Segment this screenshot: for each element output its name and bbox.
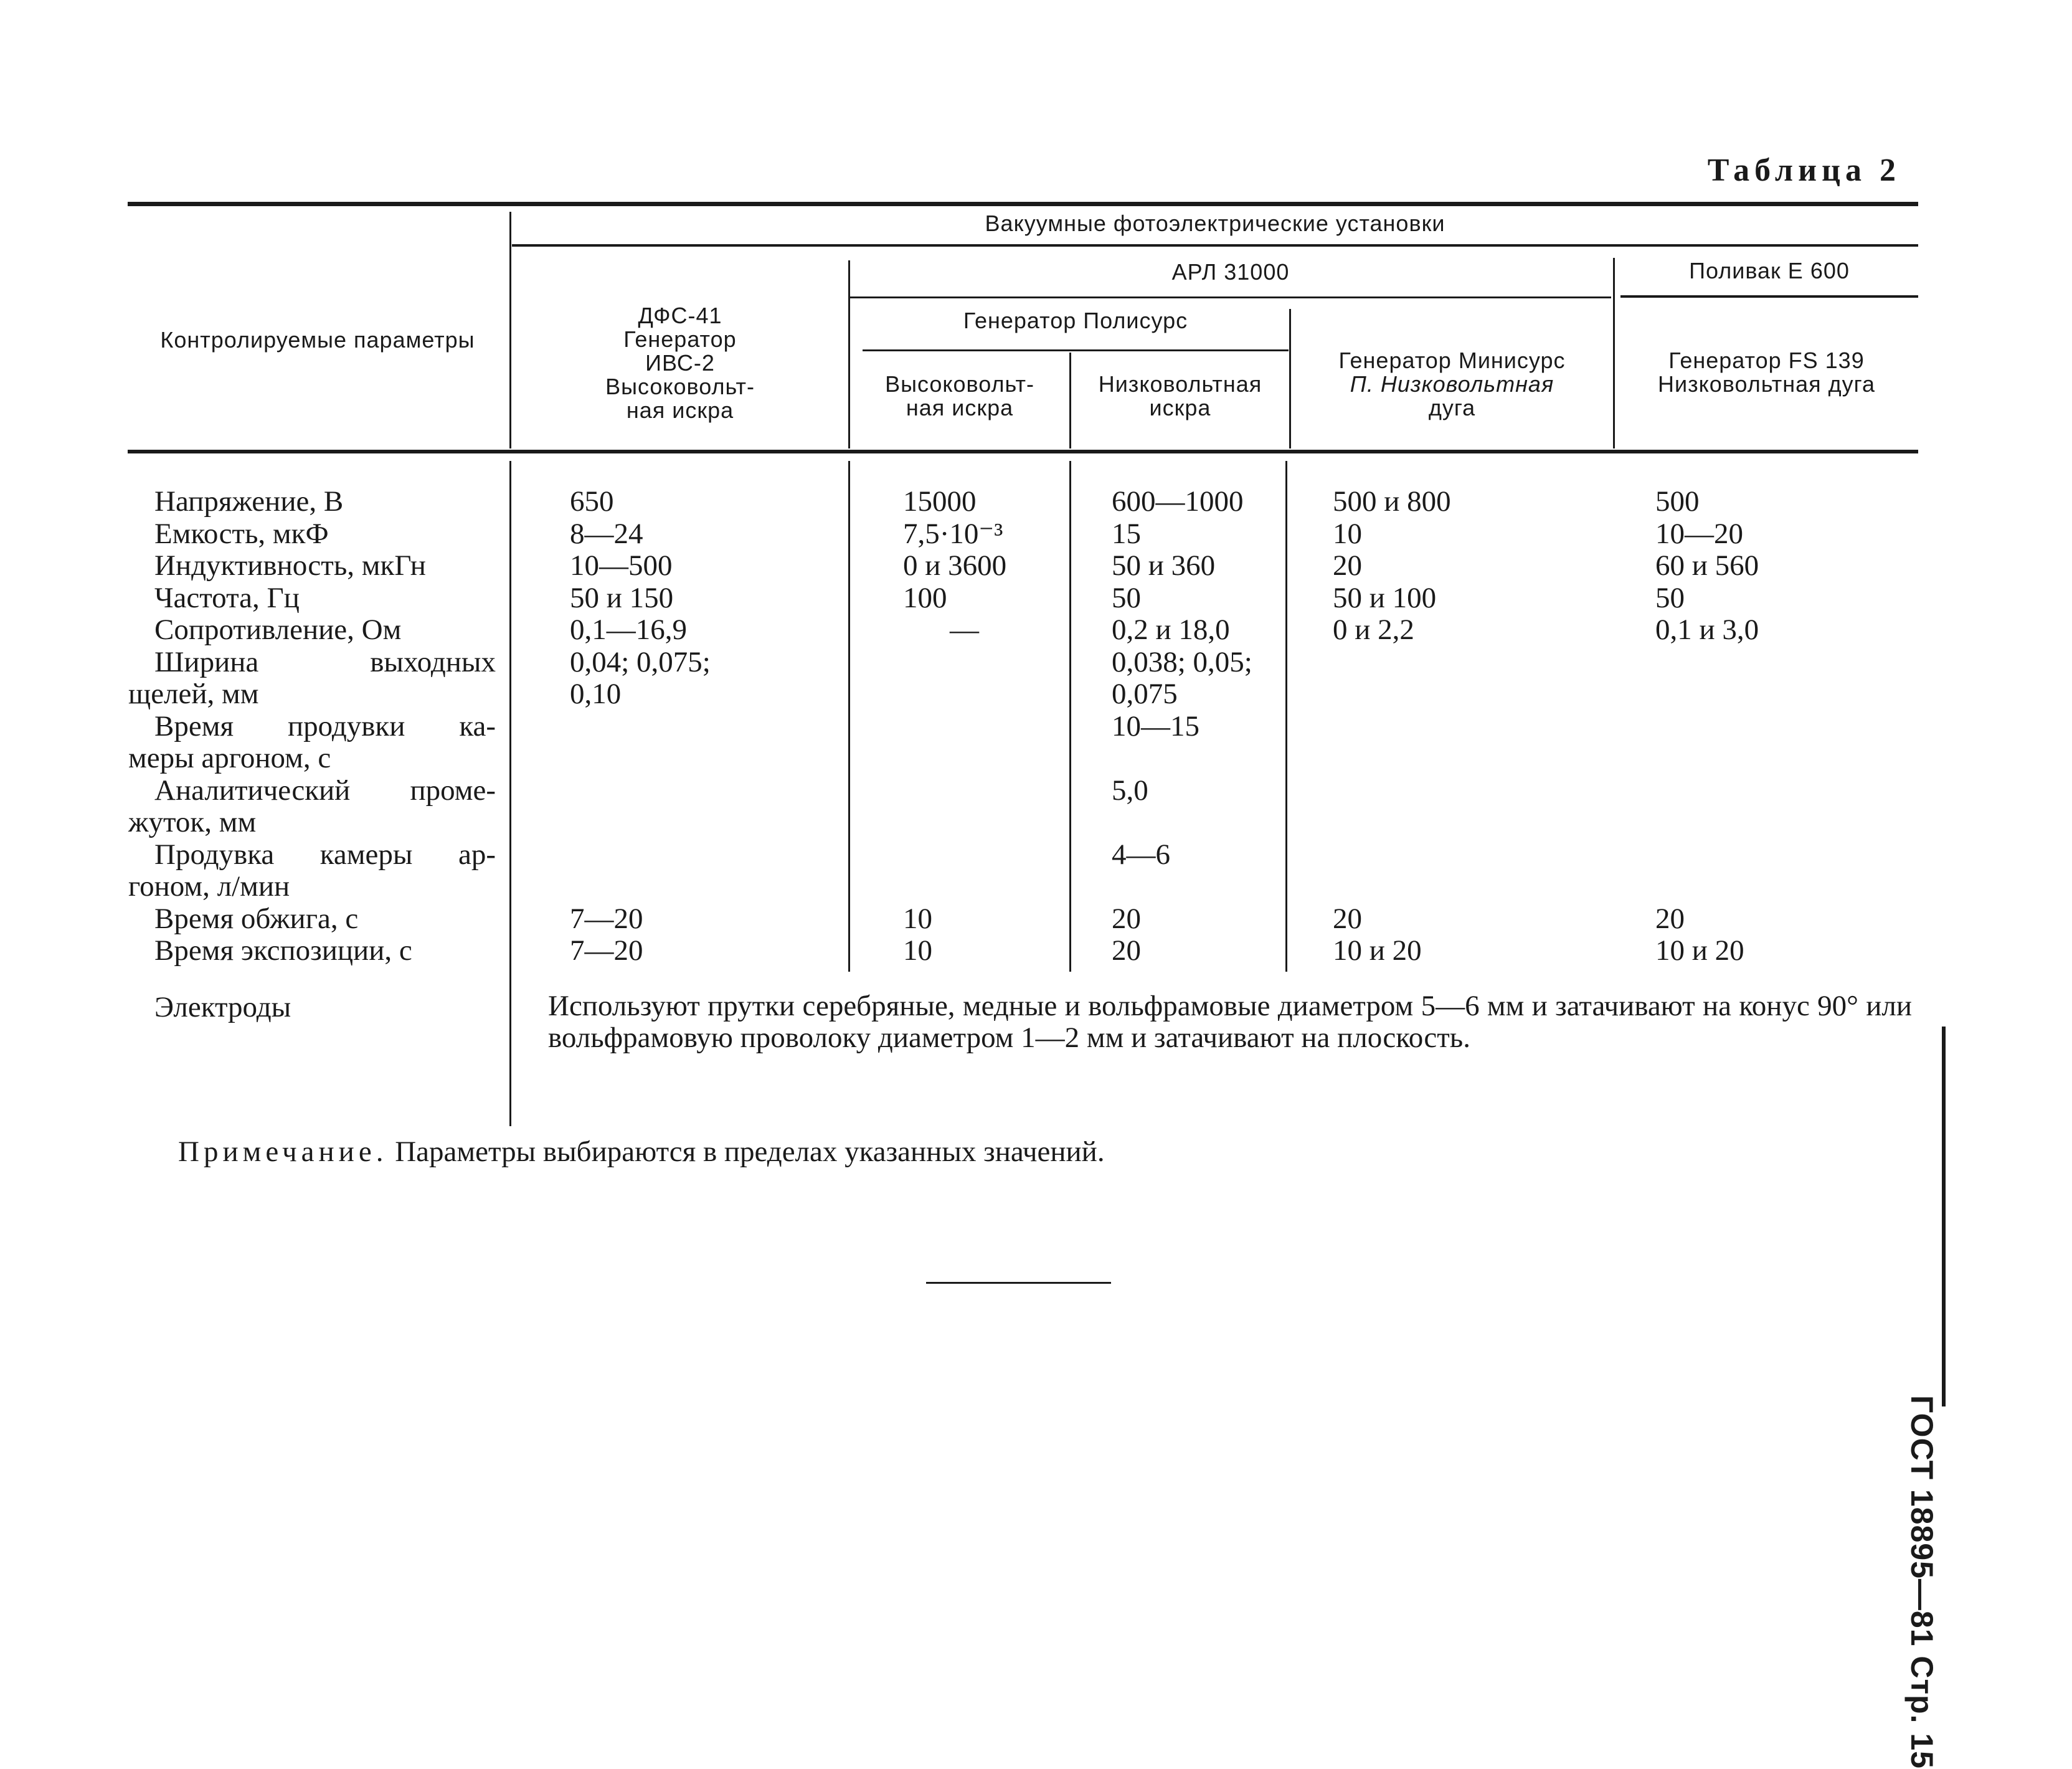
table-cell: 500 (1655, 485, 1700, 518)
param-inductance (154, 550, 496, 582)
table-cell: 50 и 150 (570, 581, 674, 614)
table-cell: 650 (570, 485, 614, 518)
header-vrule-params (509, 212, 511, 448)
table-cell: 7—20 (570, 934, 643, 967)
header-minisurs-line: П. Низковольтная (1350, 371, 1554, 397)
table-cell (1333, 678, 1451, 711)
table-cell: 50 (1112, 581, 1141, 614)
param-line: меры аргоном, с (128, 742, 331, 774)
param-purge-time (128, 709, 496, 775)
body-vrule-dfs (848, 461, 850, 972)
param-line: Время обжига, с (154, 902, 359, 935)
table-cell: 15000 (903, 485, 977, 518)
table-cell: 0,1—16,9 (570, 614, 687, 646)
table-cell (570, 871, 711, 903)
table-cell: 0 и 3600 (903, 549, 1007, 582)
table-cell: 8—24 (570, 517, 643, 550)
table-cell (1333, 711, 1451, 743)
polivak-group-rule (1620, 295, 1918, 298)
table-cell (1333, 839, 1451, 871)
header-arl-high-line: ная искра (906, 395, 1014, 420)
table-cell: 50 (1655, 581, 1685, 614)
table-cell (1655, 647, 1759, 679)
column-fs139-values (1655, 486, 1759, 967)
table-cell (1655, 871, 1759, 903)
column-arl-high-values (903, 486, 1006, 967)
table-cell: 0,075 (1112, 678, 1178, 710)
header-arl-low-column (1071, 372, 1289, 420)
table-cell: 10—15 (1112, 709, 1199, 742)
table-cell (903, 678, 1006, 711)
param-line: Сопротивление, Ом (154, 614, 402, 646)
table-cell (570, 711, 711, 743)
param-line: щелей, мм (128, 678, 259, 710)
table-cell: 15 (1112, 517, 1141, 550)
param-exposure-time (154, 935, 496, 967)
table-cell (1655, 678, 1759, 711)
table-cell: 20 (1112, 902, 1141, 935)
table-cell (1655, 711, 1759, 743)
header-minisurs-column (1291, 349, 1613, 420)
table-cell (903, 711, 1006, 743)
header-polisurs-group: Генератор Полисурс (963, 308, 1188, 333)
header-fs139-column (1615, 349, 1918, 396)
vacuum-group-rule (512, 244, 1918, 247)
table-cell: 0,2 и 18,0 (1112, 614, 1230, 646)
table-title: Таблица 2 (1707, 153, 1901, 188)
table-cell (903, 839, 1006, 871)
param-analytical-gap (128, 774, 496, 839)
table-cell: 10 и 20 (1655, 934, 1744, 967)
table-cell (1655, 775, 1759, 807)
param-line: Напряжение, В (154, 485, 344, 518)
table-cell: 10—500 (570, 549, 673, 582)
body-vrule-arl-high (1069, 461, 1071, 972)
table-top-rule (128, 202, 1918, 206)
header-dfs-line: ИВС-2 (645, 350, 715, 376)
table-cell (570, 807, 711, 839)
param-line: Время продувки ка- (154, 709, 496, 742)
table-cell: 100 (903, 581, 947, 614)
header-arl-low-line: Низковольтная (1098, 371, 1262, 397)
param-line: Частота, Гц (154, 581, 300, 614)
table-cell: 0,04; 0,075; (570, 645, 711, 678)
electrodes-text: Используют прутки серебряные, медные и вольфрамовые диаметром 5—6 мм и затачивают на конус 90° или вольфрамовую проволоку диаметром 1—2 мм и затачивают на плоскость. (548, 990, 1912, 1054)
column-dfs-values (570, 486, 711, 967)
table-cell: 50 и 100 (1333, 581, 1437, 614)
param-frequency (154, 582, 496, 615)
table-cell (1655, 807, 1759, 839)
param-line: жуток, мм (128, 806, 257, 838)
table-cell: 600—1000 (1112, 485, 1244, 518)
table-cell: 50 и 360 (1112, 549, 1216, 582)
table-cell (1333, 807, 1451, 839)
table-cell (1333, 647, 1451, 679)
header-vrule-dfs (848, 260, 850, 448)
header-params-column: Контролируемые параметры (160, 327, 475, 353)
header-arl-low-line: искра (1149, 395, 1211, 420)
header-arl-group: АРЛ 31000 (1171, 259, 1290, 285)
arl-group-rule (850, 296, 1611, 298)
table-cell: 20 (1333, 902, 1362, 935)
table-cell: 10 (1333, 517, 1362, 550)
table-cell: 0 и 2,2 (1333, 614, 1414, 646)
table-cell: 5,0 (1112, 774, 1148, 807)
header-dfs-line: Генератор (623, 326, 737, 352)
table-cell (1655, 839, 1759, 871)
body-vrule-arl-low (1285, 461, 1287, 972)
table-cell: 20 (1112, 934, 1141, 967)
table-cell: 20 (1655, 902, 1685, 935)
table-cell: 60 и 560 (1655, 549, 1759, 582)
table-cell: 0,1 и 3,0 (1655, 614, 1759, 646)
table-cell (903, 807, 1006, 839)
table-cell: 500 и 800 (1333, 485, 1451, 518)
header-minisurs-line: Генератор Минисурс (1338, 348, 1566, 373)
table-cell: 10—20 (1655, 517, 1743, 550)
param-resistance (154, 614, 496, 647)
param-capacitance (154, 518, 496, 551)
table-cell (1112, 742, 1252, 775)
table-cell (570, 839, 711, 871)
note-text: Параметры выбираются в пределах указанных значений. (395, 1136, 1105, 1168)
body-vrule-params (509, 461, 511, 1126)
param-line: Индуктивность, мкГн (154, 549, 426, 582)
table-cell (1112, 871, 1252, 903)
param-argon-purge (128, 838, 496, 903)
header-dfs-line: ная искра (626, 397, 734, 423)
table-cell (570, 742, 711, 775)
table-cell (570, 775, 711, 807)
table-cell (1112, 807, 1252, 839)
param-line: Продувка камеры ар- (154, 838, 496, 871)
table-note (178, 1135, 1105, 1169)
header-fs139-line: Генератор FS 139 (1668, 348, 1865, 373)
footer-rule (926, 1282, 1111, 1284)
header-minisurs-line: дуга (1428, 395, 1476, 420)
table-cell: 0,10 (570, 678, 622, 710)
param-line: гоном, л/мин (128, 870, 290, 903)
table-cell (903, 775, 1006, 807)
header-dfs-column (512, 304, 848, 422)
header-fs139-line: Низковольтная дуга (1658, 371, 1875, 397)
column-arl-low-values (1112, 486, 1252, 967)
polisurs-group-rule (863, 349, 1289, 351)
table-cell: 7,5·10⁻³ (903, 517, 1003, 550)
table-cell (903, 871, 1006, 903)
header-dfs-line: ДФС-41 (638, 303, 722, 328)
table-cell (1655, 742, 1759, 775)
table-cell: 0,038; 0,05; (1112, 645, 1252, 678)
table-cell: 10 (903, 902, 932, 935)
table-cell: 10 (903, 934, 932, 967)
table-cell: 20 (1333, 549, 1362, 582)
header-vacuum-group: Вакуумные фотоэлектрические установки (985, 211, 1445, 236)
param-line: Ширина выходных (154, 645, 496, 678)
header-arl-high-column (850, 372, 1069, 420)
note-label: Примечание. (178, 1136, 388, 1168)
header-dfs-line: Высоковольт- (605, 374, 755, 399)
table-cell (1333, 775, 1451, 807)
electrodes-label: Электроды (154, 991, 291, 1023)
param-slit-width (128, 645, 496, 711)
column-minisurs-values (1333, 486, 1451, 967)
table-cell: 10 и 20 (1333, 934, 1422, 967)
header-bottom-rule (128, 450, 1918, 453)
param-voltage (154, 486, 496, 518)
table-cell (1333, 742, 1451, 775)
running-head: ГОСТ 18895—81 Стр. 15 (1904, 1395, 1939, 1769)
header-polivak-group: Поливак Е 600 (1689, 258, 1850, 283)
table-cell: 7—20 (570, 902, 643, 935)
param-line: Время экспозиции, с (154, 934, 412, 967)
header-arl-high-line: Высоковольт- (885, 371, 1034, 397)
param-line: Емкость, мкФ (154, 517, 329, 550)
running-head-rule (1942, 1027, 1946, 1406)
table-cell (903, 742, 1006, 775)
param-line: Аналитический проме- (154, 774, 496, 807)
table-cell: — (950, 614, 979, 646)
table-cell (1333, 871, 1451, 903)
table-cell: 4—6 (1112, 838, 1170, 871)
param-burn-time (154, 903, 496, 936)
table-cell (903, 647, 1006, 679)
